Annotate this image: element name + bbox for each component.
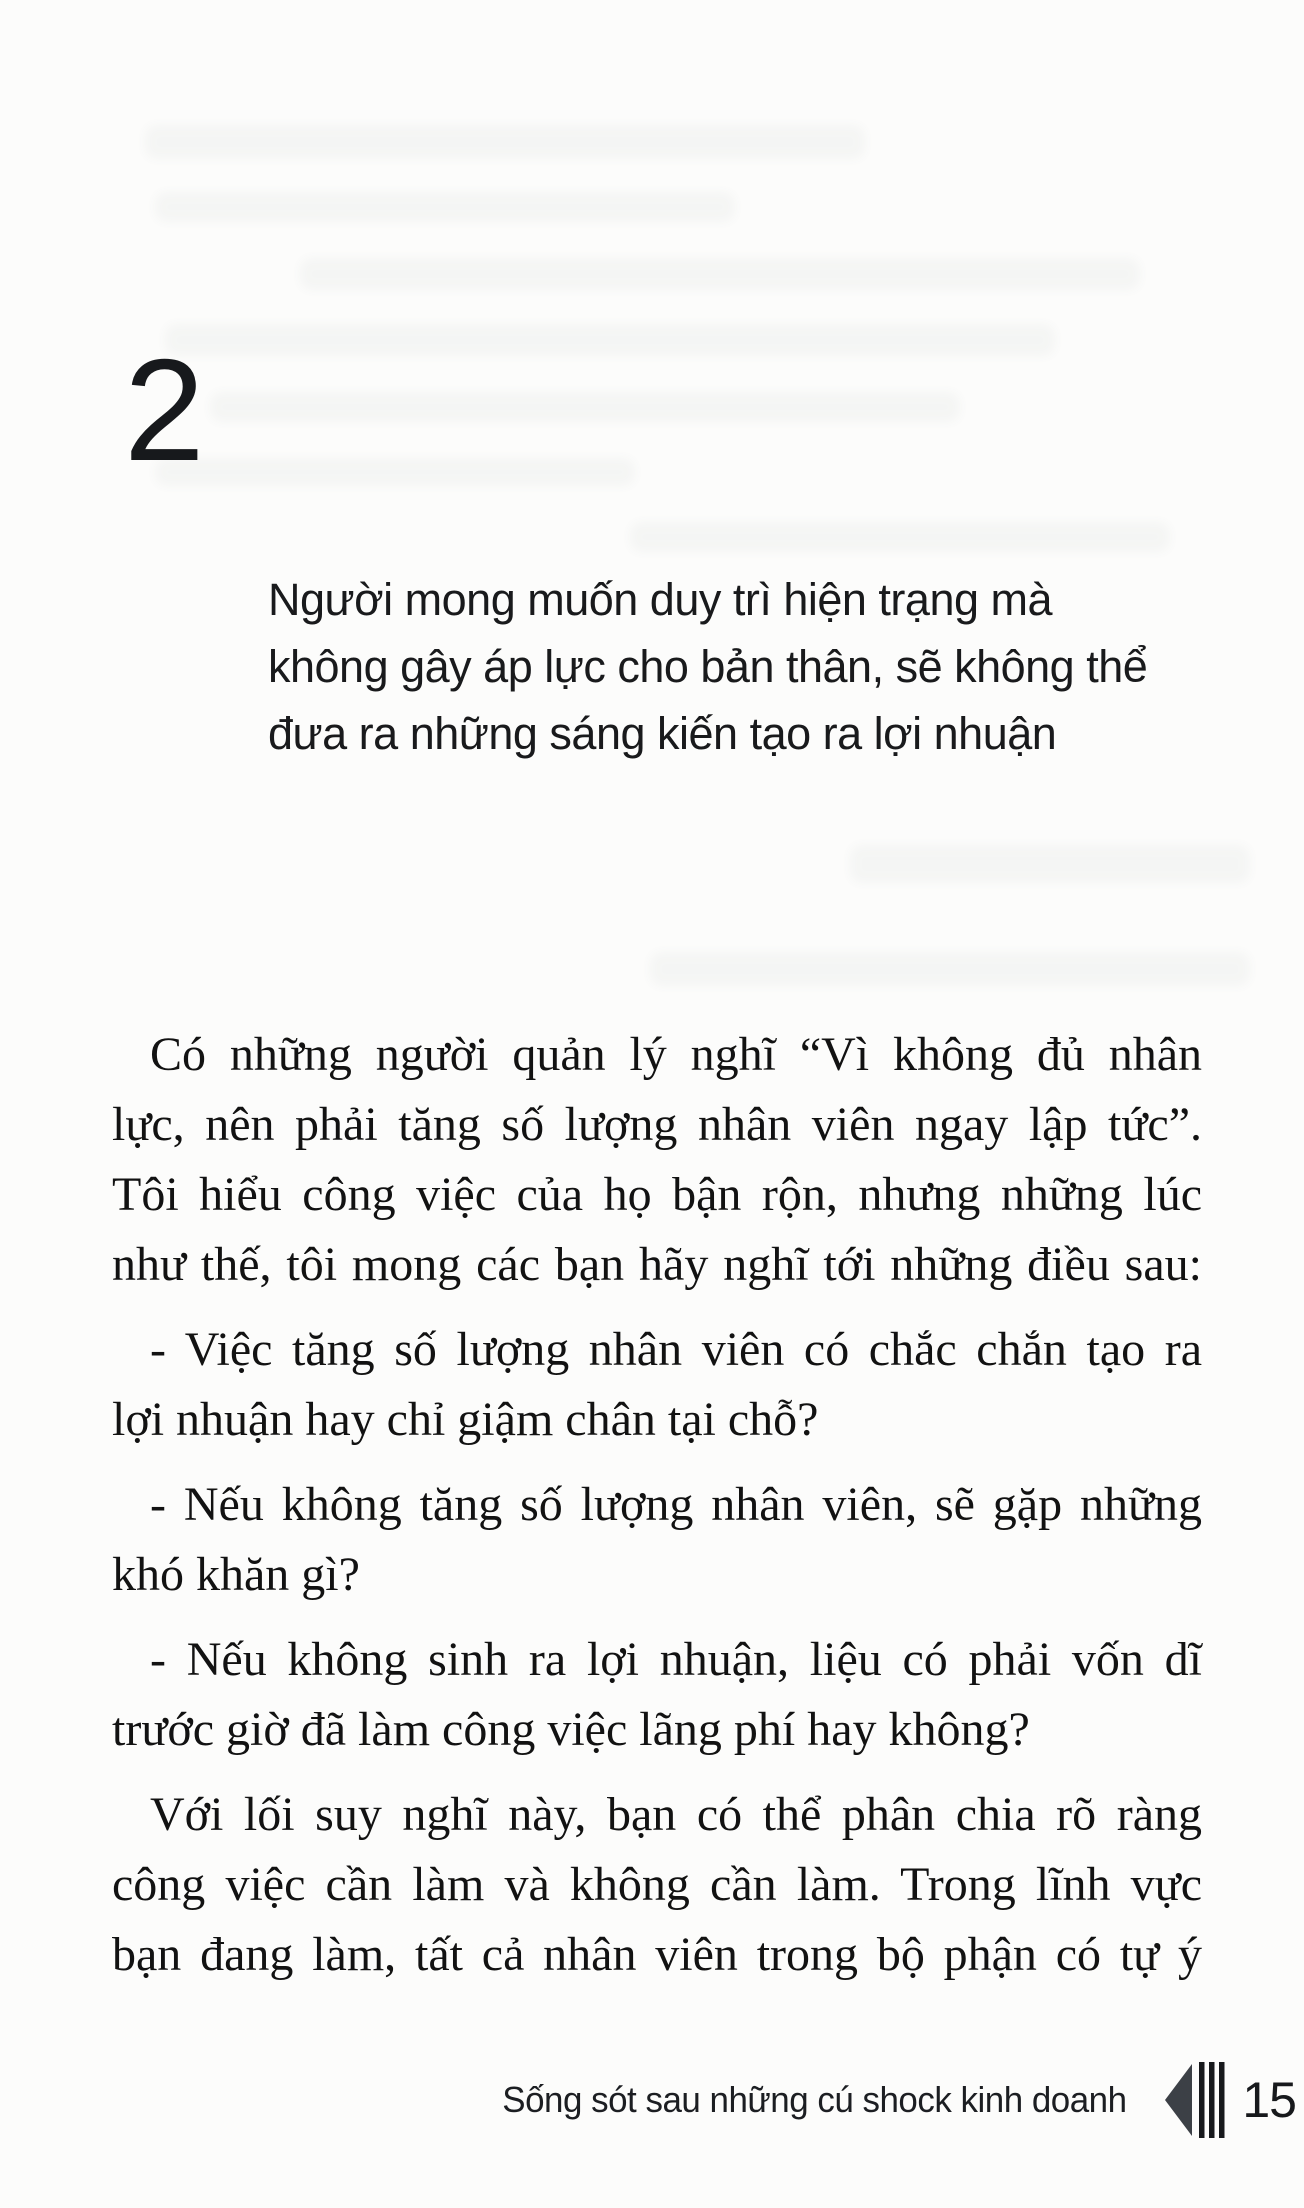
text-line: lực, nên phải tăng số lượng nhân viên ngay lập tức”.	[112, 1098, 1202, 1151]
body-text	[112, 1020, 1202, 1990]
paragraph	[112, 1625, 1202, 1765]
paragraph	[112, 1470, 1202, 1610]
text-line: khó khăn gì?	[112, 1548, 360, 1601]
bleedthrough-smudge	[165, 324, 1055, 356]
page-footer	[0, 2056, 1304, 2144]
paragraph	[112, 1020, 1202, 1300]
back-triangle-bars-icon	[1162, 2061, 1226, 2139]
epigraph-line: không gây áp lực cho bản thân, sẽ không thể	[268, 641, 1148, 692]
bleedthrough-smudge	[850, 845, 1250, 883]
page-number: 15	[1242, 2072, 1296, 2128]
epigraph-line: đưa ra những sáng kiến tạo ra lợi nhuận	[268, 708, 1057, 759]
bleedthrough-smudge	[210, 392, 960, 422]
bleedthrough-smudge	[630, 522, 1170, 552]
text-line: - Nếu không sinh ra lợi nhuận, liệu có phải vốn dĩ	[150, 1633, 1202, 1686]
text-line: Có những người quản lý nghĩ “Vì không đủ nhân	[150, 1028, 1202, 1081]
text-line: trước giờ đã làm công việc lãng phí hay không?	[112, 1703, 1030, 1756]
text-line: lợi nhuận hay chỉ giậm chân tại chỗ?	[112, 1393, 819, 1446]
text-line: như thế, tôi mong các bạn hãy nghĩ tới những điều sau:	[112, 1238, 1202, 1291]
bleedthrough-smudge	[155, 458, 635, 486]
bleedthrough-smudge	[155, 192, 735, 222]
text-line: - Việc tăng số lượng nhân viên có chắc chắn tạo ra	[150, 1323, 1202, 1376]
bleedthrough-smudge	[650, 952, 1250, 986]
bleedthrough-smudge	[300, 258, 1140, 290]
text-line: bạn đang làm, tất cả nhân viên trong bộ phận có tự ý	[112, 1928, 1202, 1981]
chapter-number: 2	[124, 329, 203, 491]
epigraph-line: Người mong muốn duy trì hiện trạng mà	[268, 574, 1053, 625]
paragraph	[112, 1780, 1202, 1990]
text-line: - Nếu không tăng số lượng nhân viên, sẽ gặp những	[150, 1478, 1202, 1531]
paragraph	[112, 1315, 1202, 1455]
text-line: công việc cần làm và không cần làm. Trong lĩnh vực	[112, 1858, 1202, 1911]
text-line: Tôi hiểu công việc của họ bận rộn, nhưng những lúc	[112, 1168, 1202, 1221]
chapter-epigraph	[268, 566, 1188, 767]
running-book-title: Sống sót sau những cú shock kinh doanh	[502, 2079, 1127, 2120]
text-line: Với lối suy nghĩ này, bạn có thể phân chia rõ ràng	[150, 1788, 1202, 1841]
bleedthrough-smudge	[145, 125, 865, 159]
